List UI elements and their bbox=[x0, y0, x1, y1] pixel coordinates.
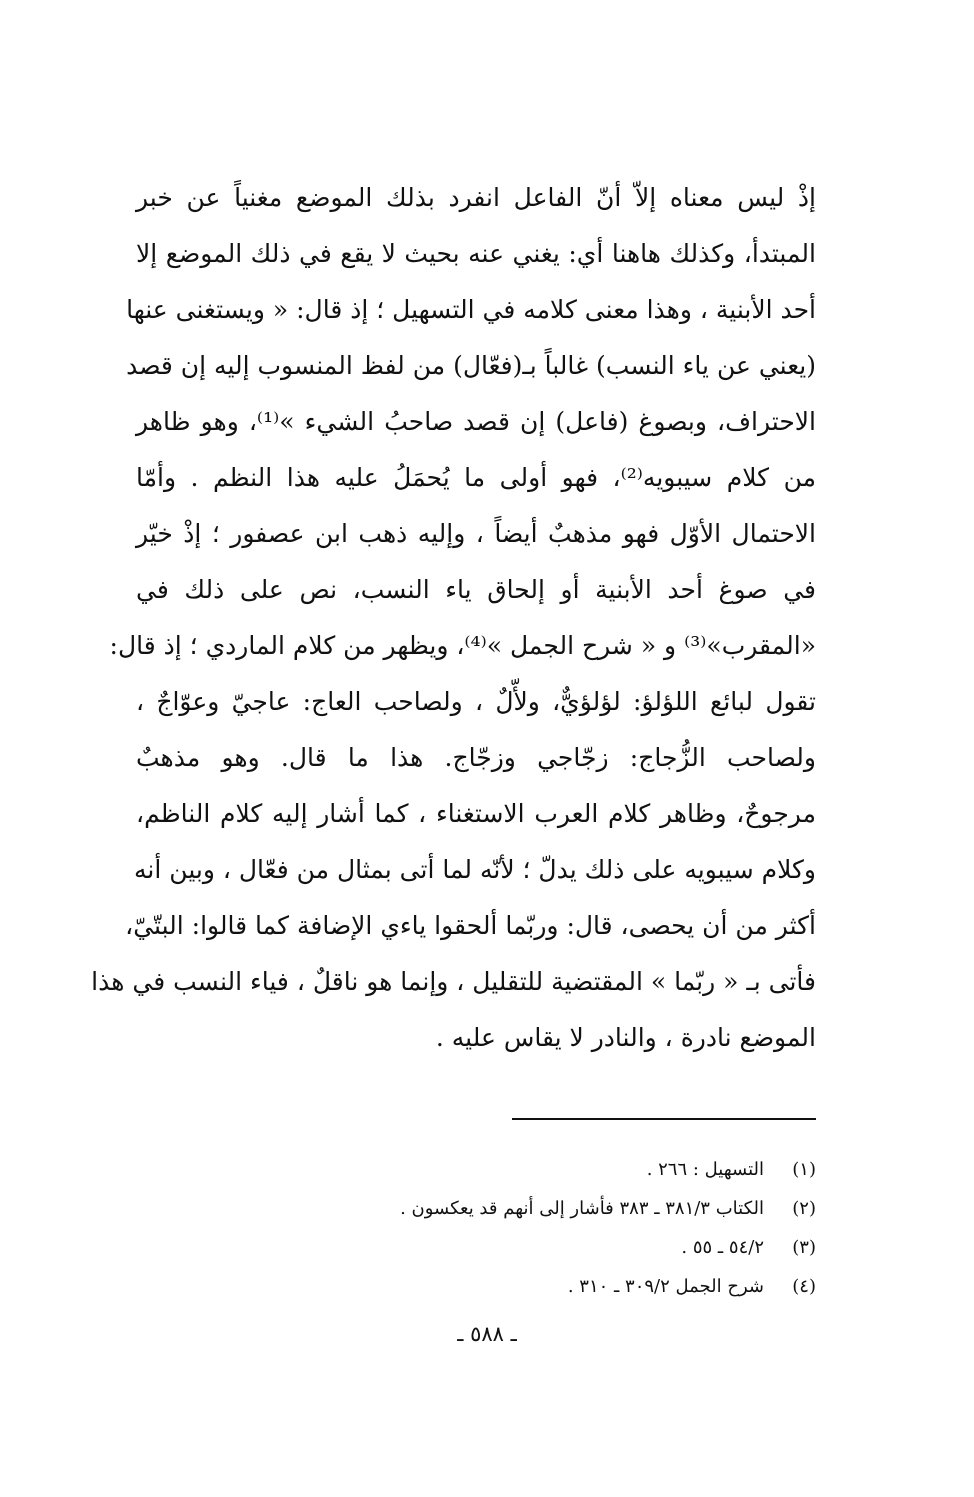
footnote-separator bbox=[512, 1118, 816, 1120]
text-line: «المقرب»⁽³⁾ و « شرح الجمل »⁽⁴⁾، ويظهر من كلام الماردي ؛ إذ قال: bbox=[109, 631, 816, 660]
text-line: المبتدأ، وكذلك هاهنا أي: يغني عنه بحيث لا يقع في ذلك الموضع إلا bbox=[136, 239, 816, 268]
text-line: الاحتمال الأوّل فهو مذهبٌ أيضاً ، وإليه ذهب ابن عصفور ؛ إذْ خيّر bbox=[136, 519, 816, 548]
text-line: ولصاحب الزُّجاج: زجّاجي وزجّاج. هذا ما قال. وهو مذهبٌ bbox=[136, 743, 816, 772]
footnote-text: شرح الجمل ٣٠٩/٢ ـ ٣١٠ . bbox=[567, 1276, 764, 1297]
footnote-item bbox=[300, 1267, 816, 1306]
text-line: فأتى بـ « ربّما » المقتضية للتقليل ، وإنما هو ناقلٌ ، فياء النسب في هذا bbox=[91, 967, 816, 996]
footnotes bbox=[300, 1150, 816, 1306]
footnote-number: (١) bbox=[792, 1159, 816, 1180]
page-number: ـ ٥٨٨ ـ bbox=[457, 1322, 517, 1346]
footnote-item bbox=[300, 1189, 816, 1228]
footnote-number: (٣) bbox=[792, 1237, 816, 1258]
text-line: الاحتراف، وبصوغ (فاعل) إن قصد صاحبُ الشيء »⁽¹⁾، وهو ظاهر bbox=[136, 407, 816, 436]
text-line: مرجوحٌ، وظاهر كلام العرب الاستغناء ، كما أشار إليه كلام الناظم، bbox=[136, 799, 816, 828]
text-line: إذْ ليس معناه إلاّ أنّ الفاعل انفرد بذلك الموضع مغنياً عن خبر bbox=[136, 183, 816, 212]
footnote-number: (٢) bbox=[792, 1198, 816, 1219]
text-line: أحد الأبنية ، وهذا معنى كلامه في التسهيل ؛ إذ قال: « ويستغنى عنها bbox=[126, 295, 816, 324]
footnote-text: التسهيل : ٢٦٦ . bbox=[646, 1159, 764, 1180]
footnote-text: الكتاب ٣٨١/٣ ـ ٣٨٣ فأشار إلى أنهم قد يعكسون . bbox=[400, 1198, 764, 1219]
footnote-item bbox=[300, 1150, 816, 1189]
text-line: (يعني عن ياء النسب) غالباً بـ(فعّال) من لفظ المنسوب إليه إن قصد bbox=[126, 351, 816, 380]
footnote-text: ٥٤/٢ ـ ٥٥ . bbox=[681, 1237, 764, 1258]
footnote-number: (٤) bbox=[792, 1276, 816, 1297]
text-line: وكلام سيبويه على ذلك يدلّ ؛ لأنّه لما أتى بمثال من فعّال ، وبين أنه bbox=[134, 855, 816, 884]
main-text bbox=[91, 170, 816, 1066]
text-line: تقول لبائع اللؤلؤ: لؤلؤيٌّ، ولأّلٌ ، ولصاحب العاج: عاجيّ وعوّاجٌ ، bbox=[136, 687, 816, 716]
text-line: في صوغ أحد الأبنية أو إلحاق ياء النسب، نص على ذلك في bbox=[136, 575, 816, 604]
text-line: الموضع نادرة ، والنادر لا يقاس عليه . bbox=[435, 1023, 816, 1052]
footnote-item bbox=[300, 1228, 816, 1267]
text-line: أكثر من أن يحصى، قال: وربّما ألحقوا ياءي الإضافة كما قالوا: البتّيّ، bbox=[125, 911, 816, 940]
text-line: من كلام سيبويه⁽²⁾، فهو أولى ما يُحمَلُ عليه هذا النظم . وأمّا bbox=[136, 463, 816, 492]
